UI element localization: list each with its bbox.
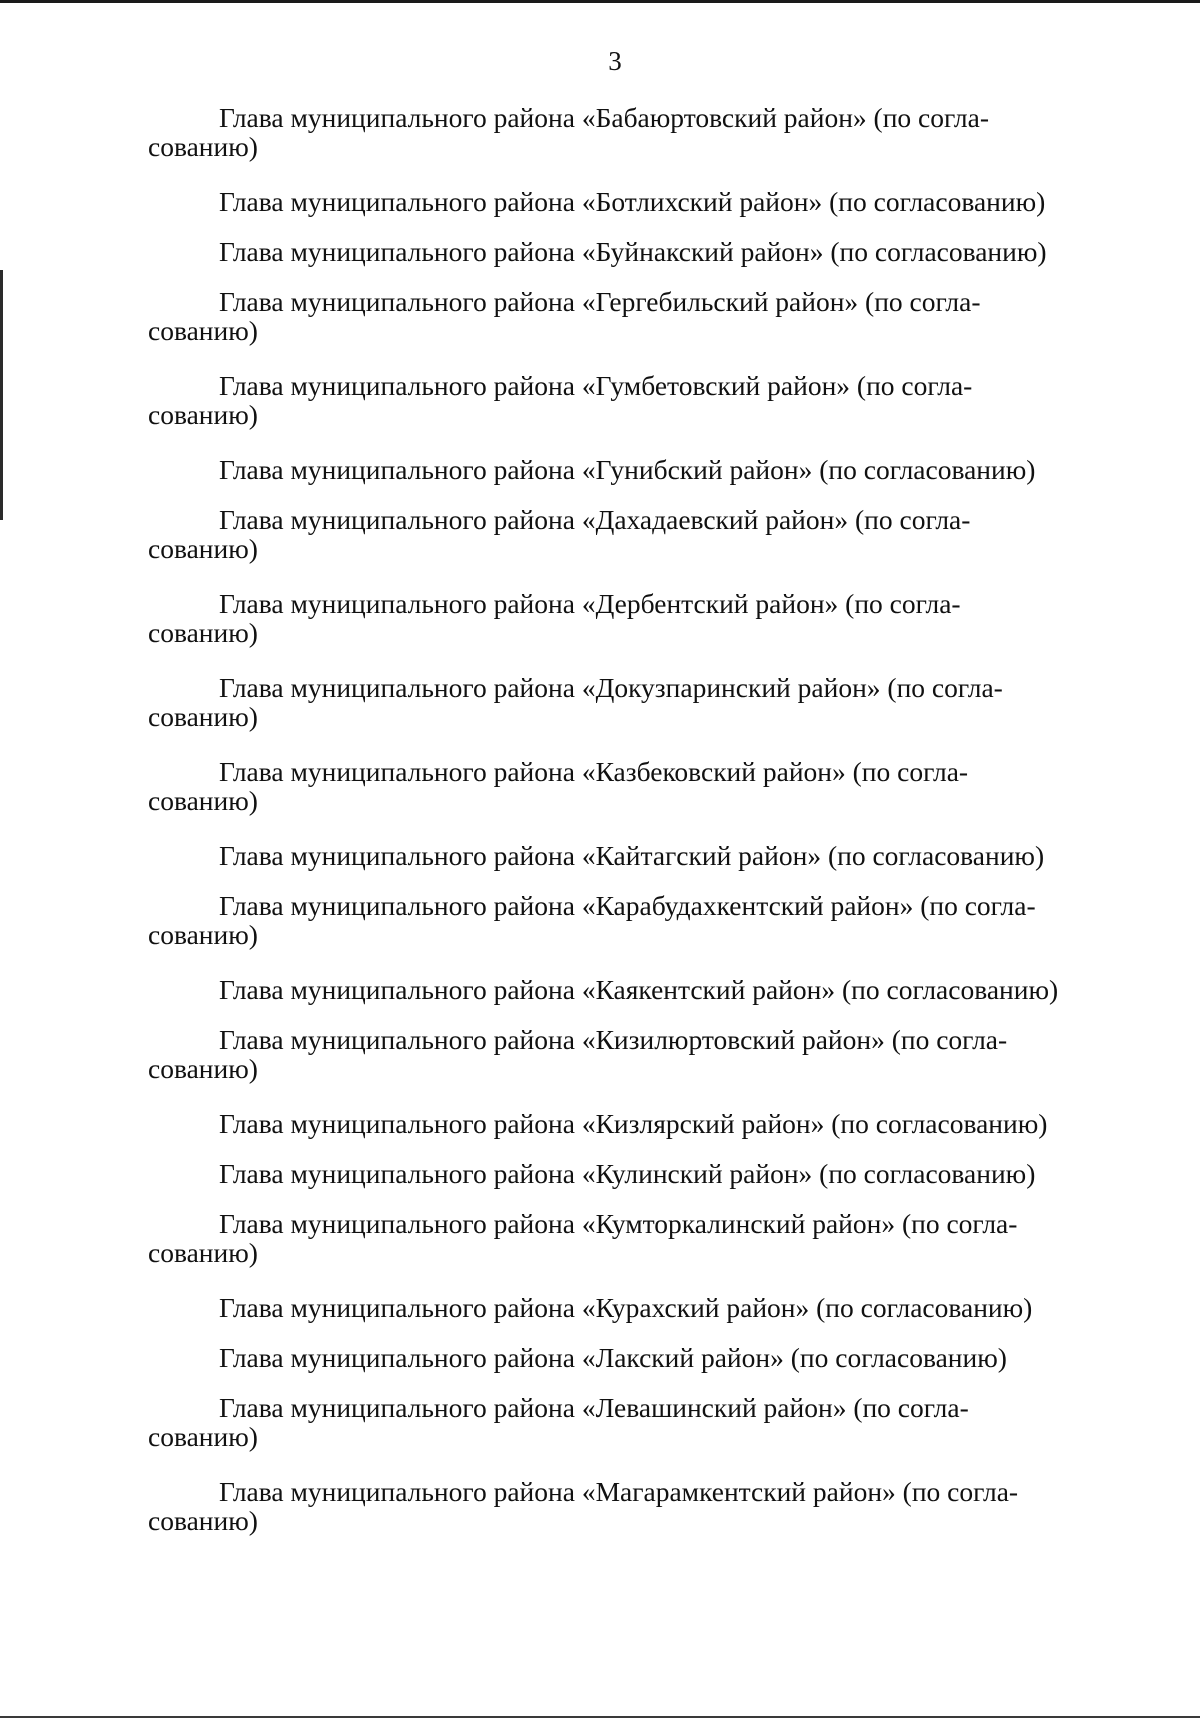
entry-line-1: Глава муниципального района «Докузпаринский район» (по согла- [219,672,1003,703]
entry-line-1: Глава муниципального района «Кизлярский район» (по согласованию) [219,1108,1048,1139]
entry-line-2: сованию) [148,1237,258,1268]
entry-line-1: Глава муниципального района «Гумбетовский район» (по согла- [219,370,973,401]
entry-line-2: сованию) [148,1053,258,1084]
list-item [148,505,1084,563]
list-item [148,673,1084,731]
entry-line-2: сованию) [148,399,258,430]
entry-line-1: Глава муниципального района «Курахский район» (по согласованию) [219,1292,1033,1323]
list-item [148,891,1084,949]
list-item [148,371,1084,429]
entry-line-2: сованию) [148,919,258,950]
entry-line-2: сованию) [148,1505,258,1536]
approval-list [148,103,1084,1561]
entry-line-1: Глава муниципального района «Кулинский район» (по согласованию) [219,1158,1036,1189]
page-number: 3 [608,46,622,76]
entry-line-1: Глава муниципального района «Дахадаевский район» (по согла- [219,504,971,535]
list-item [148,455,1084,484]
entry-line-1: Глава муниципального района «Кизилюртовский район» (по согла- [219,1024,1008,1055]
entry-line-2: сованию) [148,617,258,648]
list-item [148,757,1084,815]
entry-line-1: Глава муниципального района «Кумторкалинский район» (по согла- [219,1208,1018,1239]
entry-line-1: Глава муниципального района «Дербентский район» (по согла- [219,588,961,619]
scan-edge-top [0,0,1200,3]
list-item [148,103,1084,161]
entry-line-2: сованию) [148,315,258,346]
list-item [148,1109,1084,1138]
scan-edge-bottom [0,1716,1200,1718]
entry-line-1: Глава муниципального района «Лакский район» (по согласованию) [219,1342,1007,1373]
list-item [148,589,1084,647]
list-item [148,237,1084,266]
list-item [148,287,1084,345]
entry-line-1: Глава муниципального района «Каякентский район» (по согласованию) [219,974,1059,1005]
list-item [148,1159,1084,1188]
entry-line-2: сованию) [148,533,258,564]
list-item [148,187,1084,216]
entry-line-1: Глава муниципального района «Бабаюртовский район» (по согла- [219,102,989,133]
entry-line-1: Глава муниципального района «Казбековский район» (по согла- [219,756,969,787]
entry-line-1: Глава муниципального района «Буйнакский район» (по согласованию) [219,236,1047,267]
entry-line-1: Глава муниципального района «Магарамкентский район» (по согла- [219,1476,1019,1507]
list-item [148,1343,1084,1372]
list-item [148,1393,1084,1451]
entry-line-1: Глава муниципального района «Левашинский район» (по согла- [219,1392,969,1423]
entry-line-2: сованию) [148,701,258,732]
entry-line-1: Глава муниципального района «Гунибский район» (по согласованию) [219,454,1036,485]
entry-line-1: Глава муниципального района «Гергебильский район» (по согла- [219,286,981,317]
list-item [148,1209,1084,1267]
scan-edge-left [0,270,3,520]
entry-line-2: сованию) [148,785,258,816]
entry-line-1: Глава муниципального района «Кайтагский район» (по согласованию) [219,840,1045,871]
entry-line-2: сованию) [148,1421,258,1452]
list-item [148,1477,1084,1535]
list-item [148,841,1084,870]
entry-line-2: сованию) [148,131,258,162]
list-item [148,1025,1084,1083]
entry-line-1: Глава муниципального района «Карабудахкентский район» (по согла- [219,890,1036,921]
entry-line-1: Глава муниципального района «Ботлихский район» (по согласованию) [219,186,1046,217]
list-item [148,1293,1084,1322]
list-item [148,975,1084,1004]
